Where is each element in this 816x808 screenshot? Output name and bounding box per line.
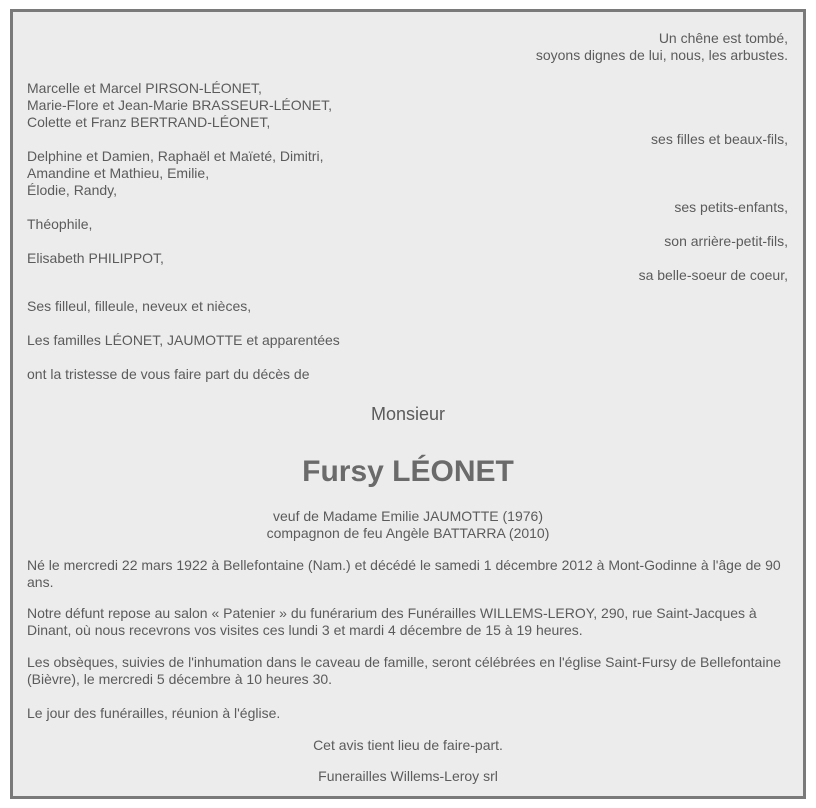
grandchildren-list (27, 148, 323, 199)
spouse-line: veuf de Madame Emilie JAUMOTTE (1976) (273, 508, 543, 524)
deceased-name: Fursy LÉONET (302, 455, 514, 488)
repose-paragraph: Notre défunt repose au salon « Patenier » du funérarium des Funérailles WILLEMS-LEROY, 290, rue Saint-Jacques à Dinant, où nous recevrons vos visites ces lundi 3 et mardi 4 décembre de 15 à 19 heures. (27, 605, 757, 638)
announcement-line: ont la tristesse de vous faire part du décès de (27, 366, 310, 382)
family-line: Amandine et Mathieu, Emilie, (27, 165, 210, 181)
honorific: Monsieur (370, 404, 446, 424)
epigraph (536, 30, 788, 64)
great-grandson-role: son arrière-petit-fils, (664, 233, 788, 249)
sister-in-law-role: sa belle-soeur de coeur, (638, 267, 788, 283)
epigraph-line: Un chêne est tombé, (658, 30, 788, 46)
great-grandson: Théophile, (27, 216, 93, 232)
daughters-role: ses filles et beaux-fils, (651, 131, 788, 147)
obituary-card (10, 9, 806, 799)
undertaker-line: Funerailles Willems-Leroy srl (318, 768, 498, 784)
sister-in-law: Elisabeth PHILIPPOT, (27, 250, 164, 266)
notice-line: Cet avis tient lieu de faire-part. (313, 737, 503, 753)
grandchildren-role: ses petits-enfants, (674, 199, 788, 215)
daughters-list (27, 80, 332, 131)
families-line: Les familles LÉONET, JAUMOTTE et apparentées (27, 332, 340, 348)
family-line: Marcelle et Marcel PIRSON-LÉONET, (27, 80, 262, 96)
family-line: Marie-Flore et Jean-Marie BRASSEUR-LÉONET, (27, 97, 332, 113)
reunion-paragraph: Le jour des funérailles, réunion à l'église. (27, 705, 281, 721)
family-line: Colette et Franz BERTRAND-LÉONET, (27, 114, 271, 130)
birth-death-paragraph: Né le mercredi 22 mars 1922 à Bellefontaine (Nam.) et décédé le samedi 1 décembre 2012 à Mont-Godinne à l'âge de 90 ans. (27, 557, 781, 590)
spouses-block (13, 508, 803, 542)
family-line: Delphine et Damien, Raphaël et Maïeté, Dimitri, (27, 148, 324, 164)
funeral-paragraph: Les obsèques, suivies de l'inhumation dans le caveau de famille, seront célébrées en l'église Saint-Fursy de Bellefontaine (Bièvre), le mercredi 5 décembre à 10 heures 30. (27, 654, 782, 687)
family-line: Élodie, Randy, (27, 182, 118, 198)
epigraph-line: soyons dignes de lui, nous, les arbustes. (535, 47, 788, 63)
spouse-line: compagnon de feu Angèle BATTARRA (2010) (266, 525, 550, 541)
godchildren-line: Ses filleul, filleule, neveux et nièces, (27, 298, 252, 314)
